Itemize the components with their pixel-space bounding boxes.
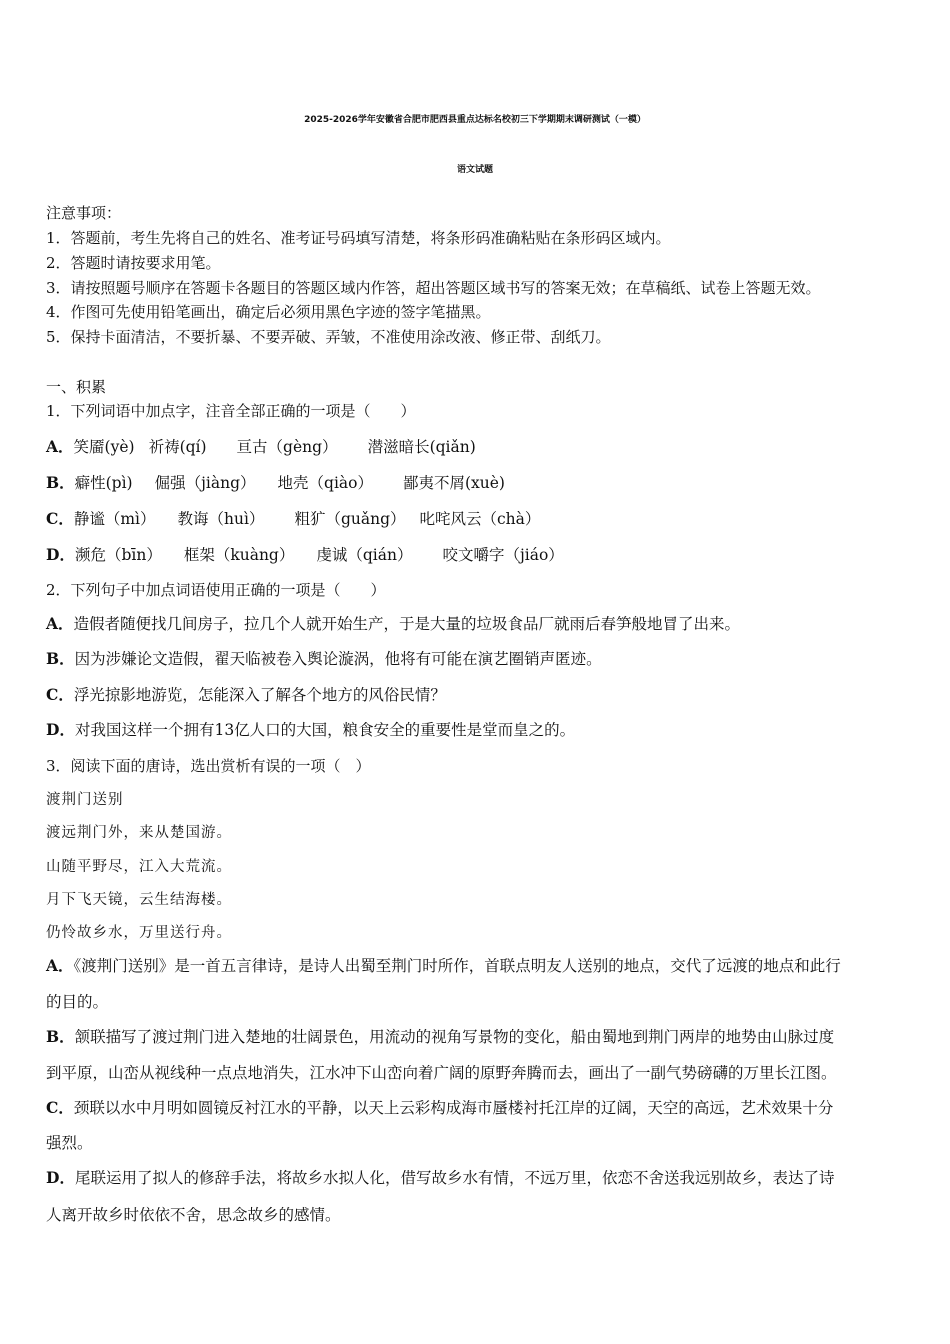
q1-d-word-2: 框架（kuàng） [183,546,295,564]
q2-option-b [46,649,602,669]
q1-option-b [46,473,505,493]
q1-option-a-label: A． [46,437,74,456]
q1-option-d [46,545,564,565]
section-heading: 一、积累 [46,378,107,396]
q3-option-c-label: C． [46,1098,74,1117]
question-2-stem: 2．下列句子中加点词语使用正确的一项是（ ） [46,581,386,599]
notice-item-1: 1．答题前，考生先将自己的姓名、准考证号码填写清楚，将条形码准确粘贴在条形码区域内。 [46,229,671,247]
q3-option-a-label: A． [46,956,74,975]
q1-b-word-1: 癖性(pì) [74,474,133,492]
question-1-stem: 1．下列词语中加点字，注音全部正确的一项是（ ） [46,402,416,420]
poem-line-4: 仍怜故乡水，万里送行舟。 [46,925,232,941]
q1-option-b-label: B． [46,473,75,492]
q3-option-d-text-1: 尾联运用了拟人的修辞手法，将故乡水拟人化，借写故乡水有情，不远万里，依恋不舍送我远别故乡，表达了诗 [74,1169,835,1187]
q2-option-c-label: C． [46,685,74,704]
q1-a-word-3: 亘古（gèng） [236,438,338,456]
q2-option-d [46,720,575,740]
q3-option-c-line-2: 强烈。 [46,1134,93,1152]
q3-option-c-text-1: 颈联以水中月明如圆镜反衬江水的平静，以天上云彩构成海市蜃楼衬托江岸的辽阔，天空的高远，艺术效果十分 [73,1099,834,1117]
q1-c-word-4: 叱咤风云（chà） [419,510,541,528]
q2-option-c [46,685,446,705]
poem-line-2: 山随平野尽，江入大荒流。 [46,859,232,875]
q1-b-word-4: 鄙夷不屑(xuè) [402,474,505,492]
q3-option-a-line-2: 的目的。 [46,993,109,1011]
poem-line-3: 月下飞天镜，云生结海楼。 [46,892,232,908]
q1-d-word-4: 咬文嚼字（jiáo） [442,546,564,564]
q3-option-b-text-1: 颔联描写了渡过荆门进入楚地的壮阔景色，用流动的视角写景物的变化，船由蜀地到荆门两岸的地势由山脉过度 [74,1028,835,1046]
q2-option-b-text: 因为涉嫌论文造假，翟天临被卷入舆论漩涡，他将有可能在演艺圈销声匿迹。 [74,650,602,668]
q1-c-word-2: 教诲（huì） [177,510,265,528]
q2-option-c-text: 浮光掠影地游览，怎能深入了解各个地方的风俗民情？ [73,686,446,704]
q1-a-word-2: 祈祷(qí) [148,438,207,456]
q1-a-word-4: 潜滋暗长(qiǎn) [367,438,476,456]
q3-option-b-label: B． [46,1027,75,1046]
q3-option-d-line-2: 人离开故乡时依依不舍，思念故乡的感情。 [46,1206,341,1224]
poem-title: 渡荆门送别 [46,792,124,808]
q3-option-a-text-1: 《渡荆门送别》是一首五言律诗，是诗人出蜀至荆门时所作，首联点明友人送别的地点，交代了远渡的地点和此行 [73,957,841,975]
q1-d-word-1: 濒危（bīn） [74,546,162,564]
q2-option-a-text: 造假者随便找几间房子，拉几个人就开始生产，于是大量的垃圾食品厂就雨后春笋般地冒了出来。 [73,615,741,633]
q2-option-a [46,614,740,634]
q1-c-word-1: 静谧（mì） [73,510,156,528]
q1-b-word-2: 倔强（jiàng） [154,474,256,492]
q1-option-a [46,437,476,457]
poem-line-1: 渡远荆门外，来从楚国游。 [46,825,232,841]
q3-option-c-line-1 [46,1098,833,1118]
q3-option-a-line-1 [46,956,841,976]
q2-option-a-label: A． [46,614,74,633]
q1-d-word-3: 虔诚（qián） [316,546,413,564]
q2-option-d-label: D． [46,720,75,739]
q1-a-word-1: 笑靥(yè) [73,438,135,456]
q3-option-d-label: D． [46,1168,75,1187]
q3-option-b-line-2: 到平原，山峦从视线种一点点地消失，江水冲下山峦向着广阔的原野奔腾而去，画出了一副气势磅礴的万里长江图。 [46,1064,837,1082]
notice-item-4: 4．作图可先使用铅笔画出，确定后必须用黑色字迹的签字笔描黑。 [46,303,491,321]
q3-option-d-line-1 [46,1168,834,1188]
q1-c-word-3: 粗犷（guǎng） [294,510,406,528]
notice-item-5: 5．保持卡面清洁，不要折暴、不要弄破、弄皱，不准使用涂改液、修正带、刮纸刀。 [46,328,611,346]
q3-option-b-line-1 [46,1027,834,1047]
notice-item-3: 3．请按照题号顺序在答题卡各题目的答题区域内作答，超出答题区域书写的答案无效；在草稿纸、试卷上答题无效。 [46,279,821,297]
q1-b-word-3: 地壳（qiào） [277,474,373,492]
q1-option-c [46,509,540,529]
notice-item-2: 2．答题时请按要求用笔。 [46,254,221,272]
question-3-stem: 3．阅读下面的唐诗，选出赏析有误的一项（ ） [46,757,371,775]
notice-heading: 注意事项： [46,204,122,222]
q1-option-c-label: C． [46,509,74,528]
exam-title: 2025-2026学年安徽省合肥市肥西县重点达标名校初三下学期期末调研测试（一模） [304,115,646,125]
exam-subtitle: 语文试题 [456,165,493,175]
q1-option-d-label: D． [46,545,75,564]
q2-option-d-text: 对我国这样一个拥有13亿人口的大国，粮食安全的重要性是堂而皇之的。 [74,721,576,739]
q2-option-b-label: B． [46,649,75,668]
